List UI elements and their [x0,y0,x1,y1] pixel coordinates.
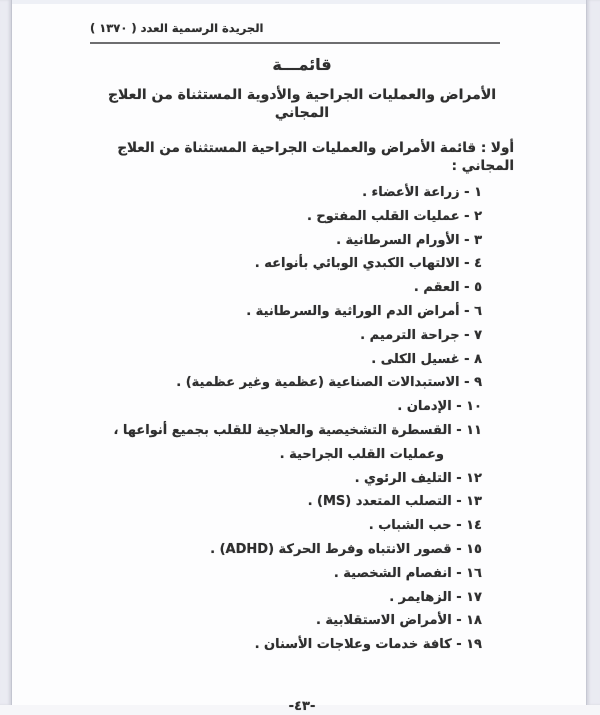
list-item: ١٢ - التليف الرئوي . [354,470,482,486]
page-subtitle: الأمراض والعمليات الجراحية والأدوية المستثناة من العلاج المجاني [107,87,497,121]
list-item: ٨ - غسيل الكلى . [371,351,482,367]
list-item: ٥ - العقم . [413,280,482,296]
gazette-issue-label: الجريدة الرسمية العدد ( ١٣٧٠ ) [90,21,264,35]
page-content [90,20,514,715]
list-item: ٦ - أمراض الدم الوراثية والسرطانية . [246,303,482,319]
scan-edge-right [586,0,600,705]
list-item: ١١ - القسطرة التشخيصية والعلاجية للقلب بجميع أنواعها ، وعمليات القلب الجراحية . [113,422,482,462]
list-item: ١٨ - الأمراض الاستقلابية . [315,613,482,629]
list-item: ١٠ - الإدمان . [397,399,482,415]
list-item: ١٥ - قصور الانتباه وفرط الحركة (ADHD) . [210,541,482,557]
list-item: ٤ - الالتهاب الكبدي الوبائي بأنواعه . [254,256,482,272]
list-item: ١٤ - حب الشباب . [368,518,482,534]
list-item: ٢ - عمليات القلب المفتوح . [306,208,482,224]
list-item: ١ - زراعة الأعضاء . [362,185,482,200]
scan-edge-top [0,0,600,4]
list-item: ٣ - الأورام السرطانية . [336,232,482,248]
list-item: ١٦ - انفصام الشخصية . [333,565,482,581]
page-title: قائمـــة [272,55,332,74]
header-rule [90,42,500,44]
scan-edge-left [0,0,12,705]
list-item: ١٩ - كافة خدمات وعلاجات الأسنان . [254,637,482,653]
list-item: ٩ - الاستبدالات الصناعية (عظمية وغير عظمية) . [176,375,482,391]
list-item: ١٣ - التصلب المتعدد (MS) . [307,494,482,510]
list-item: ٧ - جراحة الترميم . [360,327,482,343]
excluded-items-list [90,181,514,657]
list-item: ١٧ - الزهايمر . [389,589,482,605]
page-number: -٤٣- [288,698,316,714]
section-heading-first: أولا : قائمة الأمراض والعمليات الجراحية المستثناة من العلاج المجاني : [117,140,514,174]
